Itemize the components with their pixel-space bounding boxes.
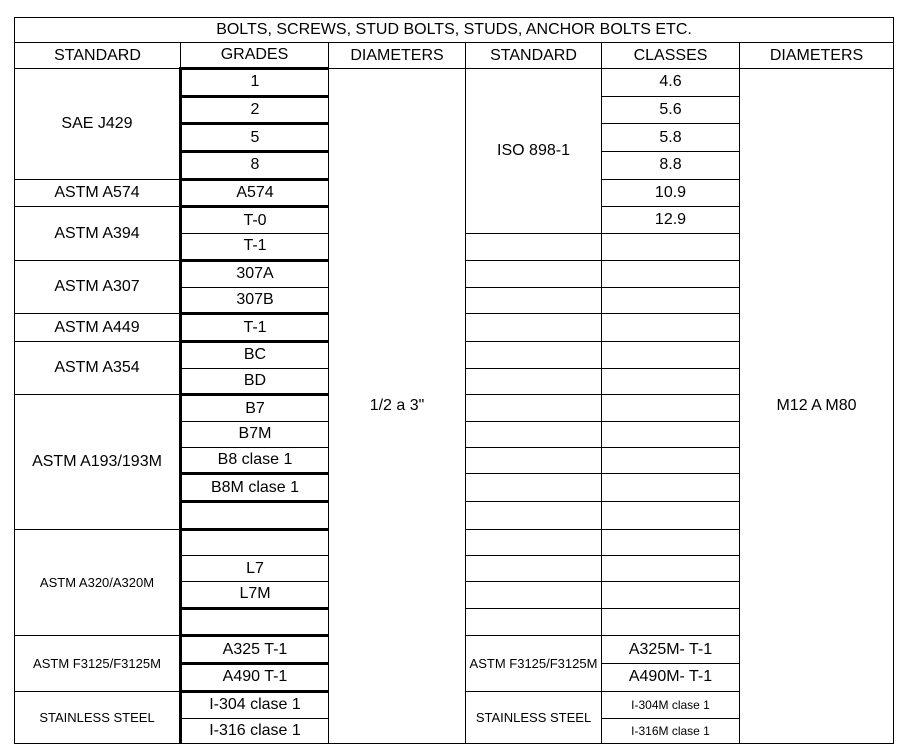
right-standard-empty xyxy=(466,502,602,530)
left-standard-cell: ASTM A354 xyxy=(15,341,181,394)
table-row xyxy=(15,69,894,97)
class-cell xyxy=(602,287,740,314)
right-standard-empty xyxy=(466,529,602,556)
left-standard-cell: ASTM A449 xyxy=(15,314,181,342)
class-cell xyxy=(602,474,740,502)
class-cell xyxy=(602,395,740,422)
grade-cell: 2 xyxy=(181,96,329,124)
header-diameters-right: DIAMETERS xyxy=(740,43,894,69)
grade-cell: L7M xyxy=(181,582,329,609)
grade-cell: B8 clase 1 xyxy=(181,447,329,474)
right-standard-empty xyxy=(466,474,602,502)
bolts-spec-table xyxy=(14,17,894,744)
class-cell: 12.9 xyxy=(602,207,740,234)
grade-cell: 307A xyxy=(181,260,329,287)
grade-cell: B7M xyxy=(181,421,329,447)
class-cell xyxy=(602,368,740,395)
left-standard-cell: ASTM A320/A320M xyxy=(15,529,181,636)
left-standard-cell: ASTM A307 xyxy=(15,260,181,313)
class-cell: 10.9 xyxy=(602,179,740,207)
grade-cell xyxy=(181,502,329,530)
grade-cell: A325 T-1 xyxy=(181,636,329,664)
class-cell xyxy=(602,234,740,261)
left-standard-cell: STAINLESS STEEL xyxy=(15,691,181,743)
header-classes: CLASSES xyxy=(602,43,740,69)
left-standard-cell: SAE J429 xyxy=(15,69,181,180)
left-standard-cell: ASTM F3125/F3125M xyxy=(15,636,181,691)
right-standard-empty xyxy=(466,368,602,395)
right-standard-cell: STAINLESS STEEL xyxy=(466,691,602,743)
grade-cell: T-0 xyxy=(181,207,329,234)
class-cell: I-316M clase 1 xyxy=(602,718,740,744)
right-standard-empty xyxy=(466,260,602,287)
grade-cell: 1 xyxy=(181,69,329,97)
grade-cell xyxy=(181,529,329,556)
right-standard-cell: ASTM F3125/F3125M xyxy=(466,636,602,691)
right-standard-empty xyxy=(466,421,602,447)
grade-cell: A490 T-1 xyxy=(181,664,329,692)
class-cell: 5.8 xyxy=(602,124,740,152)
right-standard-empty xyxy=(466,341,602,368)
grade-cell: BD xyxy=(181,368,329,395)
table-title: BOLTS, SCREWS, STUD BOLTS, STUDS, ANCHOR BOLTS ETC. xyxy=(15,18,894,43)
grade-cell: I-304 clase 1 xyxy=(181,691,329,718)
header-diameters-left: DIAMETERS xyxy=(329,43,466,69)
class-cell: I-304M clase 1 xyxy=(602,691,740,718)
class-cell xyxy=(602,260,740,287)
grade-cell: I-316 clase 1 xyxy=(181,718,329,744)
right-standard-empty xyxy=(466,447,602,474)
grade-cell: B7 xyxy=(181,395,329,422)
left-standard-cell: ASTM A193/193M xyxy=(15,395,181,529)
class-cell xyxy=(602,447,740,474)
grade-cell: BC xyxy=(181,341,329,368)
right-standard-empty xyxy=(466,556,602,582)
class-cell xyxy=(602,582,740,609)
header-standard-right: STANDARD xyxy=(466,43,602,69)
class-cell: A325M- T-1 xyxy=(602,636,740,664)
class-cell xyxy=(602,529,740,556)
class-cell xyxy=(602,556,740,582)
right-standard-empty xyxy=(466,314,602,342)
grade-cell: 5 xyxy=(181,124,329,152)
diameters-right-value: M12 A M80 xyxy=(740,69,894,744)
right-standard-empty xyxy=(466,608,602,636)
class-cell xyxy=(602,608,740,636)
class-cell xyxy=(602,421,740,447)
class-cell: 5.6 xyxy=(602,96,740,124)
grade-cell xyxy=(181,608,329,636)
right-standard-empty xyxy=(466,582,602,609)
header-standard-left: STANDARD xyxy=(15,43,181,69)
grade-cell: B8M clase 1 xyxy=(181,474,329,502)
class-cell xyxy=(602,341,740,368)
grade-cell: L7 xyxy=(181,556,329,582)
right-standard-empty xyxy=(466,395,602,422)
grade-cell: T-1 xyxy=(181,234,329,261)
header-grades: GRADES xyxy=(181,43,329,69)
class-cell xyxy=(602,502,740,530)
class-cell xyxy=(602,314,740,342)
grade-cell: A574 xyxy=(181,179,329,207)
right-standard-cell: ISO 898-1 xyxy=(466,69,602,234)
right-standard-empty xyxy=(466,287,602,314)
class-cell: 4.6 xyxy=(602,69,740,97)
left-standard-cell: ASTM A394 xyxy=(15,207,181,260)
right-standard-empty xyxy=(466,234,602,261)
grade-cell: T-1 xyxy=(181,314,329,342)
grade-cell: 8 xyxy=(181,152,329,180)
left-standard-cell: ASTM A574 xyxy=(15,179,181,207)
class-cell: A490M- T-1 xyxy=(602,664,740,692)
class-cell: 8.8 xyxy=(602,152,740,180)
grade-cell: 307B xyxy=(181,287,329,314)
diameters-left-value: 1/2 a 3" xyxy=(329,69,466,744)
